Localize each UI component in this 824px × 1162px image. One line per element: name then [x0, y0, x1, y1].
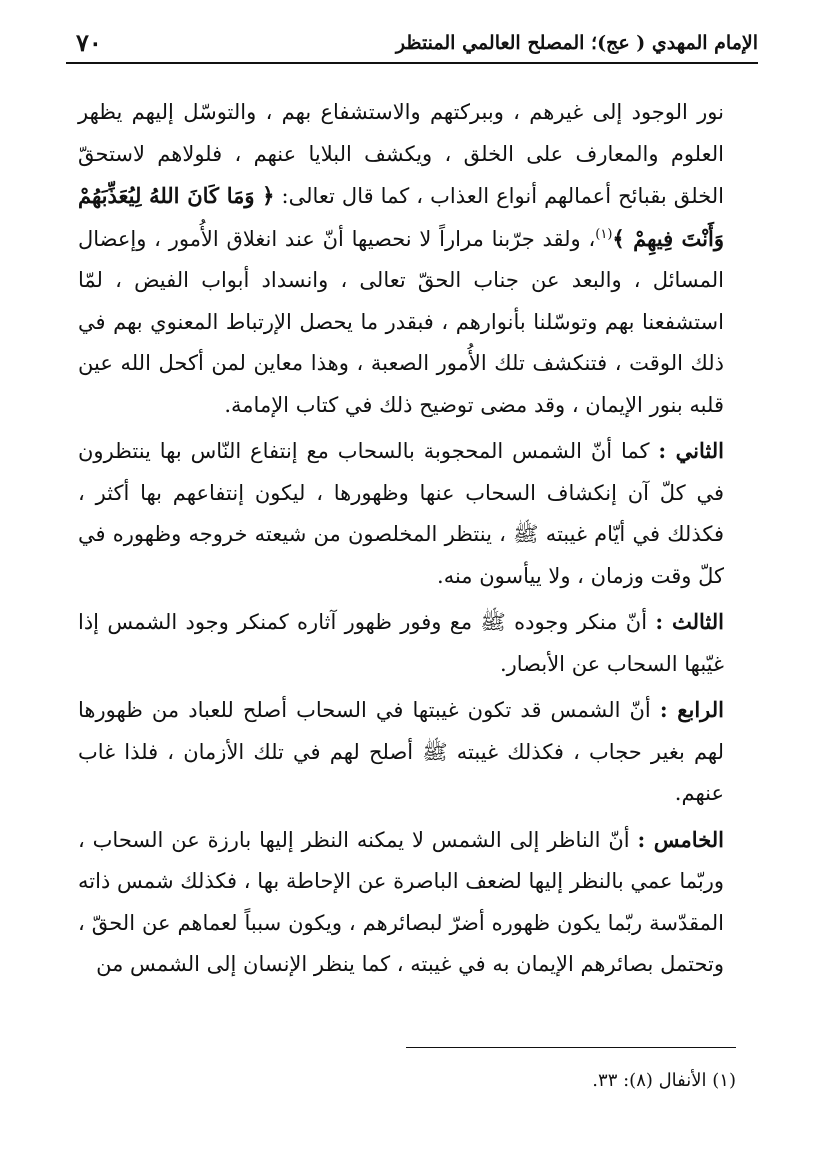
running-header-title: الإمام المهدي ( عج)؛ المصلح العالمي المنتظر — [395, 32, 758, 54]
main-text — [78, 92, 724, 990]
paragraph-lead: الرابع : — [659, 697, 724, 722]
paragraph-fifth — [78, 819, 724, 986]
page-number: ٧٠ — [76, 28, 102, 57]
paragraph-second — [78, 430, 724, 597]
paragraph-text: أنّ منكر وجوده ﷺ مع وفور ظهور آثاره كمنكر وجود الشمس إذا غيّبها السحاب عن الأبصار. — [78, 610, 724, 676]
paragraph-fourth — [78, 689, 724, 815]
paragraph-text: ، ولقد جرّبنا مراراً لا نحصيها أنّ عند انغلاق الأُمور ، وإعضال المسائل ، والبعد عن جناب الحقّ تعالى ، وانسداد أبواب الفيض ، لمّا استشفعنا بهم وتوسّلنا بأنوارهم ، فبقدر ما يحصل الإرتباط المعنوي بهم في ذلك الوقت ، فتنكشف تلك الأُمور الصعبة ، وهذا معاين لمن أكحل الله عين قلبه بنور الإيمان ، وقد مضى توضيح ذلك في كتاب الإمامة. — [78, 226, 724, 417]
footnote-divider — [406, 1047, 736, 1048]
quran-verse: ﴿ وَمَا كَانَ اللهُ لِيُعَذِّبَهُمْ وَأَنْتَ فِيهِمْ ﴾ — [78, 183, 725, 251]
paragraph-third — [78, 601, 724, 685]
paragraph-lead: الخامس : — [637, 826, 724, 852]
paragraph-text: نور الوجود إلى غيرهم ، وببركتهم والاستشفاع بهم ، والتوسّل إليهم يظهر العلوم والمعارف على الخلق ، ويكشف البلايا عنهم ، فلولاهم لاستحقّ الخلق بقبائح أعمالهم أنواع العذاب ، كما قال تعالى: — [78, 100, 724, 208]
footnote-reference: (١) — [595, 226, 613, 242]
paragraph-lead: الثاني : — [658, 438, 724, 463]
paragraph-text: كما أنّ الشمس المحجوبة بالسحاب مع إنتفاع النّاس بها ينتظرون في كلّ آن إنكشاف السحاب عنها وظهورها ، ليكون إنتفاعهم بها أكثر ، فكذلك في أيّام غيبته ﷺ ، ينتظر المخلصون من شيعته خروجه وظهوره في كلّ وقت وزمان ، ولا ييأسون منه. — [78, 439, 724, 588]
paragraph-lead: الثالث : — [655, 609, 724, 634]
footnote: (١) الأنفال (٨): ٣٣. — [592, 1070, 736, 1091]
paragraph-first — [78, 92, 724, 426]
paragraph-text: أنّ الشمس قد تكون غيبتها في السحاب أصلح للعباد من ظهورها لهم بغير حجاب ، فكذلك غيبته ﷺ أصلح لهم في تلك الأزمان ، فلذا غاب عنهم. — [78, 698, 724, 805]
running-header — [66, 22, 758, 64]
paragraph-text: أنّ الناظر إلى الشمس لا يمكنه النظر إليها بارزة عن السحاب ، وربّما عمي بالنظر إليها لضعف الباصرة عن الإحاطة بها ، فكذلك شمس ذاته المقدّسة ربّما يكون ظهوره أضرّ لبصائرهم ، ويكون سبباً لعماهم عن الحقّ ، وتحتمل بصائرهم الإيمان به في غيبته ، كما ينظر الإنسان إلى الشمس من — [78, 827, 724, 976]
